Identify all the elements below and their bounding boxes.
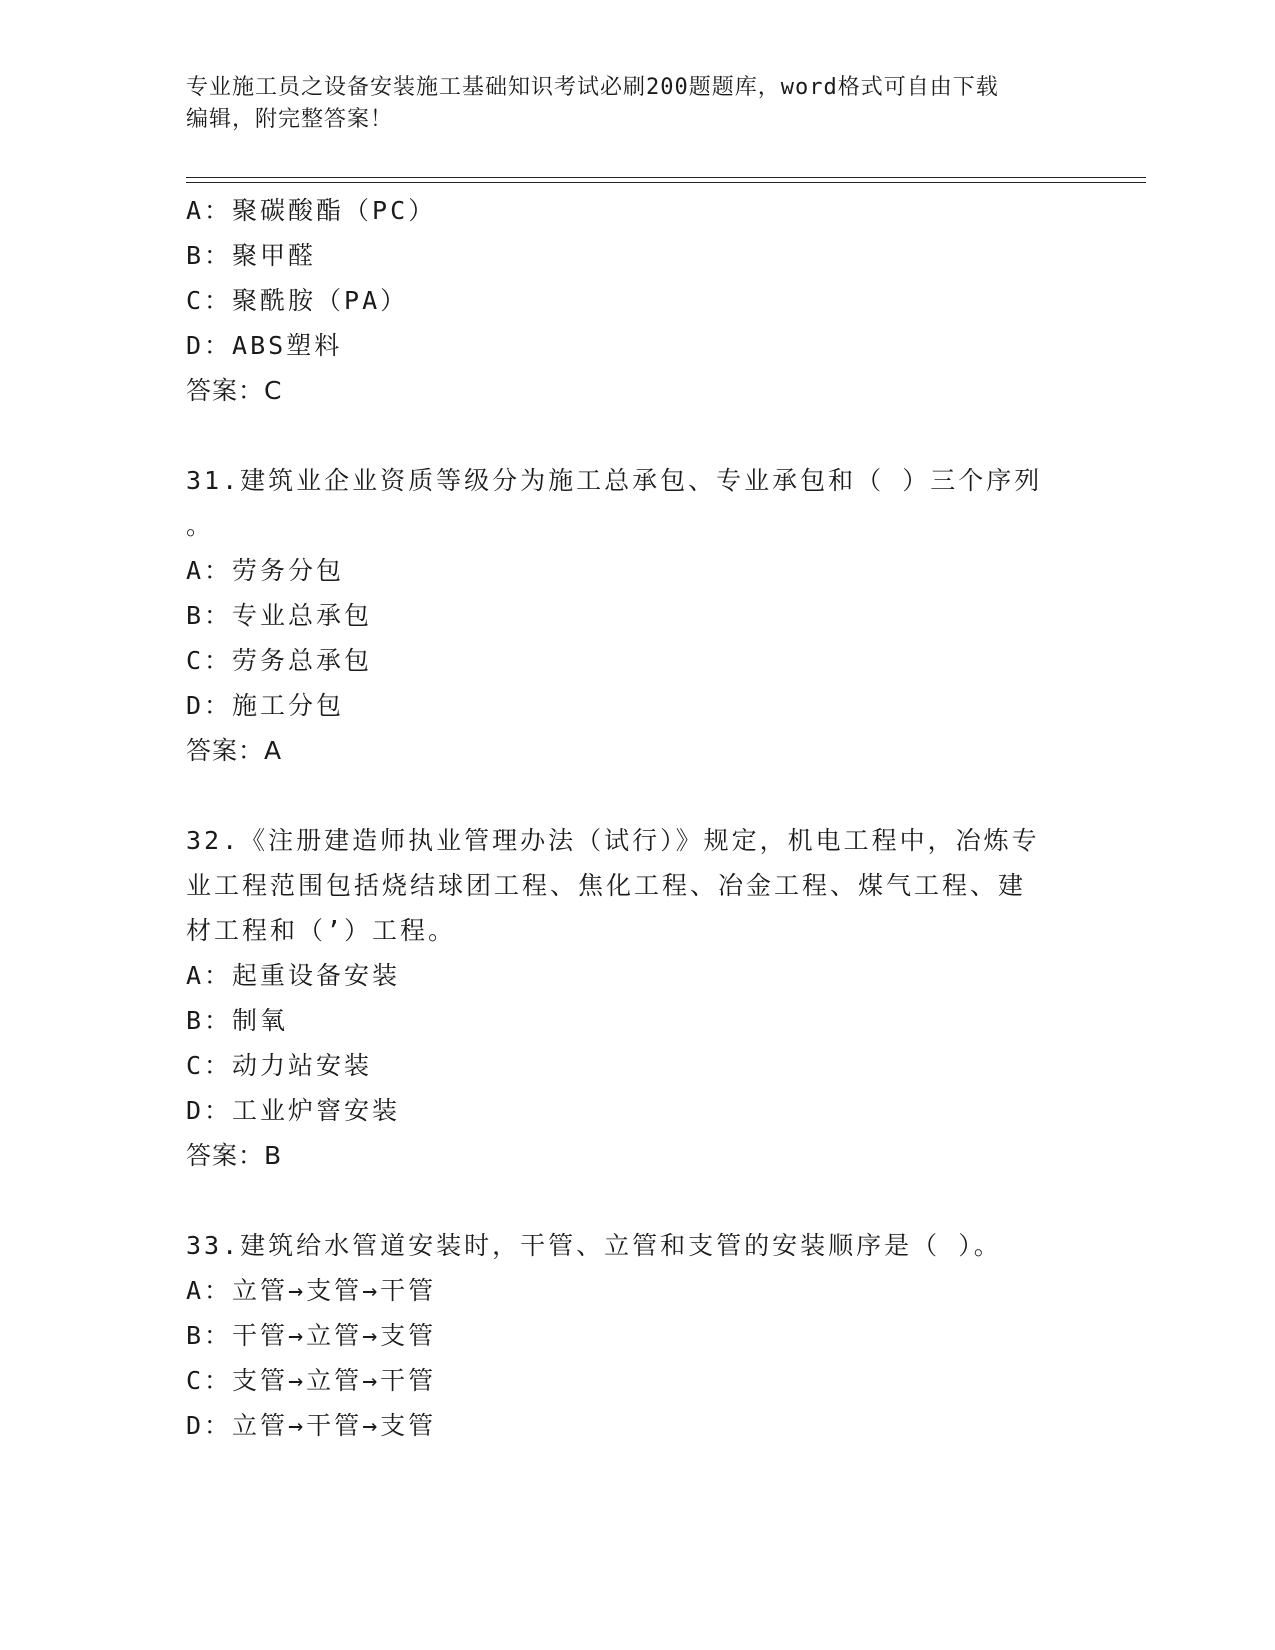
header-divider-bottom: [186, 182, 1146, 183]
option-d: D：工业炉窨安装: [186, 1096, 401, 1125]
question-text-line: 材工程和（’）工程。: [186, 916, 457, 945]
header-line-1: 专业施工员之设备安装施工基础知识考试必刷200题题库，word格式可自由下载: [186, 75, 999, 100]
option-c: C：劳务总承包: [186, 646, 373, 675]
question-32: [186, 818, 1086, 1178]
question-30: [186, 188, 1086, 413]
option-a: A：立管→支管→干管: [186, 1276, 437, 1305]
header-line-2: 编辑，附完整答案！: [186, 107, 394, 132]
option-b: B：聚甲醛: [186, 241, 317, 270]
header-divider-top: [186, 177, 1146, 178]
question-31: [186, 458, 1086, 773]
option-b: B：专业总承包: [186, 601, 373, 630]
answer-label: 答案：C: [186, 376, 283, 405]
option-b: B：制氧: [186, 1006, 289, 1035]
document-header: [186, 72, 1066, 136]
spacer: [186, 413, 1086, 458]
question-text: [186, 458, 1066, 548]
answer-label: 答案：B: [186, 1141, 283, 1170]
question-text-line: 33.建筑给水管道安装时，干管、立管和支管的安装顺序是（ ）。: [186, 1231, 1002, 1260]
question-text: [186, 1223, 1066, 1268]
question-33: [186, 1223, 1086, 1448]
option-a: A：劳务分包: [186, 556, 345, 585]
question-list: [186, 188, 1086, 1448]
option-d: D：施工分包: [186, 691, 345, 720]
answer-label: 答案：A: [186, 736, 283, 765]
option-a: A：起重设备安装: [186, 961, 401, 990]
question-text-line: 32.《注册建造师执业管理办法（试行）》规定，机电工程中，冶炼专: [186, 826, 1040, 855]
option-c: C：聚酰胺（PA）: [186, 286, 409, 315]
option-c: C：动力站安装: [186, 1051, 373, 1080]
spacer: [186, 1178, 1086, 1223]
option-d: D：ABS塑料: [186, 331, 343, 360]
spacer: [186, 773, 1086, 818]
option-c: C：支管→立管→干管: [186, 1366, 437, 1395]
option-b: B：干管→立管→支管: [186, 1321, 437, 1350]
question-text-line: 。: [186, 511, 215, 540]
question-text: [186, 818, 1066, 953]
question-text-line: 31.建筑业企业资质等级分为施工总承包、专业承包和（ ）三个序列: [186, 466, 1043, 495]
option-a: A：聚碳酸酯（PC）: [186, 196, 437, 225]
question-text-line: 业工程范围包括烧结球团工程、焦化工程、冶金工程、煤气工程、建: [186, 871, 1027, 900]
option-d: D：立管→干管→支管: [186, 1411, 437, 1440]
